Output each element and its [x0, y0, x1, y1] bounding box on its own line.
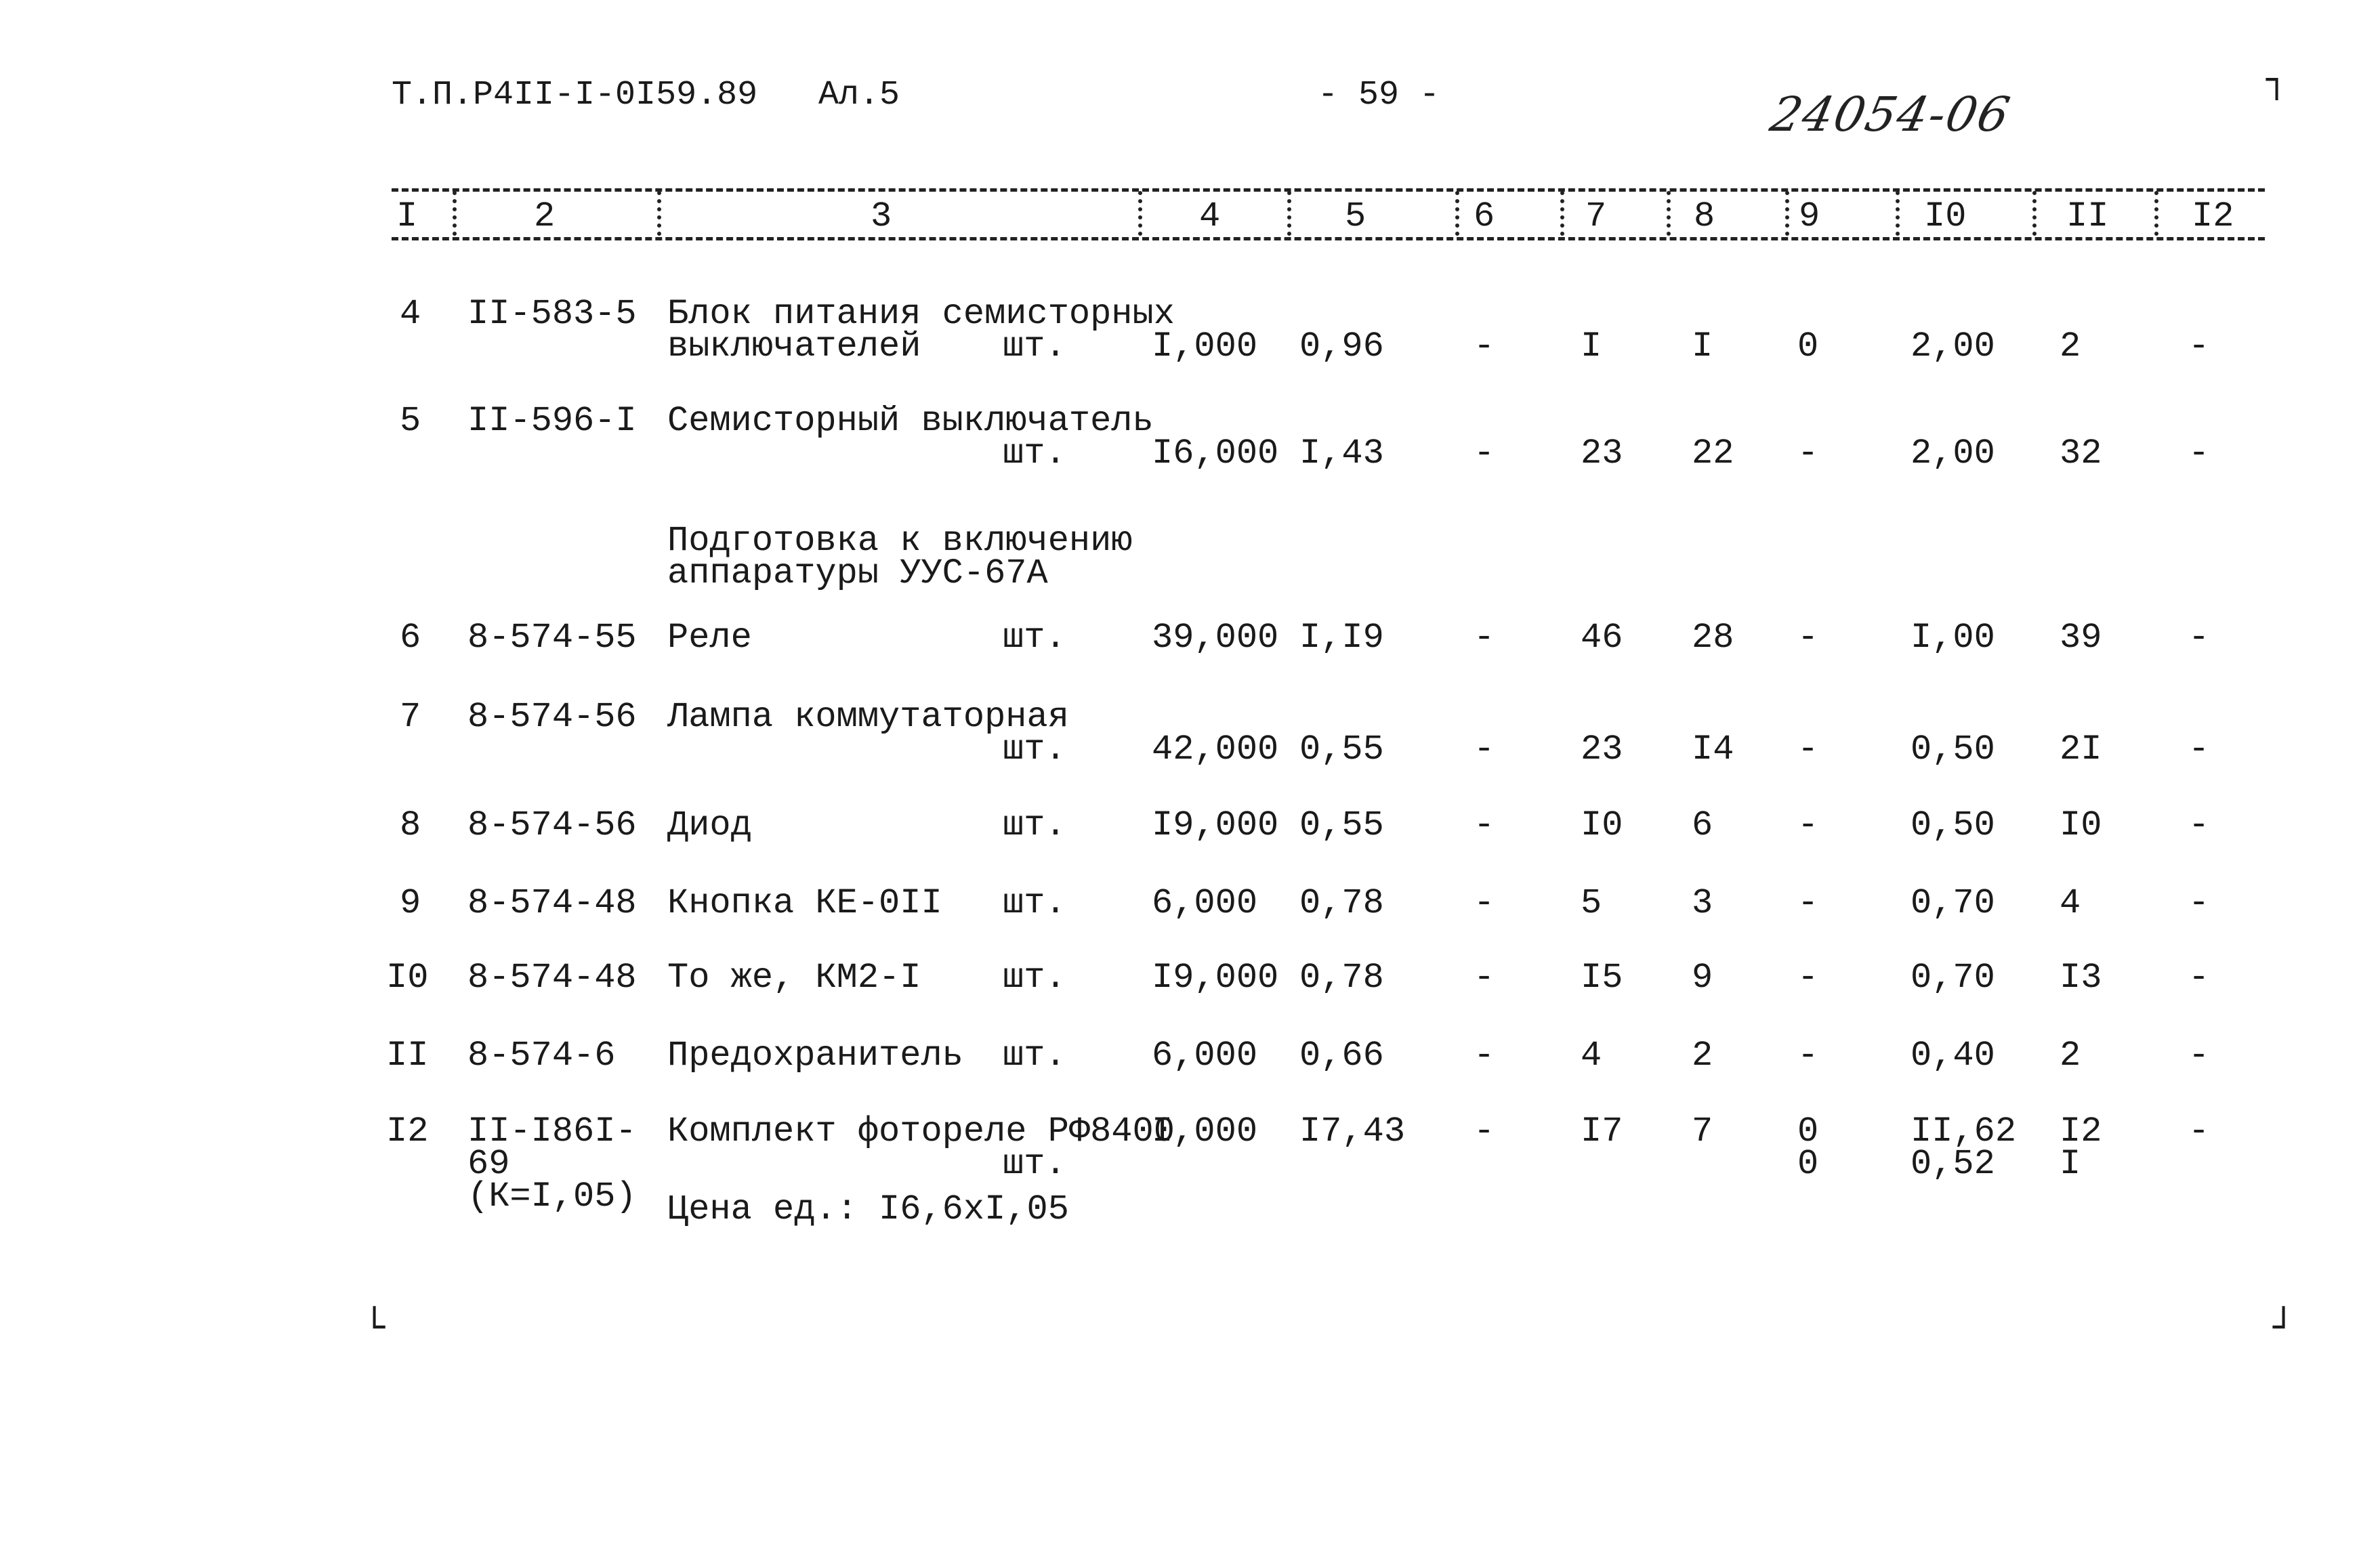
col-10-value: 0,70 — [1911, 958, 1995, 998]
section-title: Подготовка к включению аппаратуры УУС-67А — [667, 521, 1133, 593]
bottom-left-corner-mark: └ — [364, 1307, 385, 1348]
col-9-value: - — [1797, 1036, 1819, 1076]
col-12-value: - — [2188, 729, 2210, 769]
item-description: Предохранитель — [667, 1036, 963, 1076]
col-11-value: 2 — [2060, 326, 2081, 366]
position-code: 8-574-56 — [467, 697, 637, 737]
row-number: 5 — [400, 401, 421, 441]
col-8-value: 7 — [1692, 1112, 1713, 1151]
unit: шт. — [1003, 1144, 1066, 1184]
unit: шт. — [1003, 1036, 1066, 1076]
column-number-12: I2 — [2192, 196, 2234, 236]
row-number: 7 — [400, 697, 421, 737]
column-number-3: 3 — [871, 196, 892, 236]
col-12-value: - — [2188, 805, 2210, 845]
col-6-value: - — [1474, 883, 1495, 923]
column-number-7: 7 — [1585, 196, 1607, 236]
col-7-value: I5 — [1581, 958, 1623, 998]
position-code: 8-574-55 — [467, 618, 637, 658]
unit: шт. — [1003, 729, 1066, 769]
column-separator — [1785, 191, 1793, 236]
col-7-value: 4 — [1581, 1036, 1602, 1076]
column-separator — [2032, 191, 2041, 236]
sheet-label: Ал.5 — [818, 76, 900, 114]
col-7-value: I0 — [1581, 805, 1623, 845]
col-5-value: 0,66 — [1299, 1036, 1384, 1076]
col-12-value: - — [2188, 326, 2210, 366]
item-description: Реле — [667, 618, 752, 658]
col-8-value: 2 — [1692, 1036, 1713, 1076]
col-5-value: 0,78 — [1299, 883, 1384, 923]
col-6-value: - — [1474, 958, 1495, 998]
col-11-value: 4 — [2060, 883, 2081, 923]
bottom-right-corner-mark: ┘ — [2273, 1307, 2295, 1348]
col-12-value: - — [2188, 1036, 2210, 1076]
col-6-value: - — [1474, 805, 1495, 845]
col-6-value: - — [1474, 1112, 1495, 1151]
position-code: II-596-I — [467, 401, 637, 441]
col-10-value: I,00 — [1911, 618, 1995, 658]
position-code: 8-574-6 — [467, 1036, 616, 1076]
column-separator — [657, 191, 665, 236]
row-number: 8 — [400, 805, 421, 845]
column-separator — [2154, 191, 2163, 236]
row-number: 6 — [400, 618, 421, 658]
col-10-value: 0,50 — [1911, 805, 1995, 845]
col-11-value: 32 — [2060, 433, 2102, 473]
col-5-value: 0,96 — [1299, 326, 1384, 366]
quantity: 6,000 — [1152, 883, 1258, 923]
column-separator — [1455, 191, 1463, 236]
position-code: 8-574-56 — [467, 805, 637, 845]
col-9-value: 0 0 — [1797, 1112, 1819, 1184]
col-11-value: 2I — [2060, 729, 2102, 769]
col-10-value: 0,70 — [1911, 883, 1995, 923]
unit: шт. — [1003, 433, 1066, 473]
unit-price-note: Цена ед.: I6,6хI,05 — [667, 1189, 1069, 1229]
document-code: Т.П.Р4II-I-0I59.89 — [392, 76, 758, 114]
col-11-value: I3 — [2060, 958, 2102, 998]
row-number: I2 — [386, 1112, 429, 1151]
quantity: I9,000 — [1152, 805, 1279, 845]
col-7-value: I7 — [1581, 1112, 1623, 1151]
col-8-value: 28 — [1692, 618, 1734, 658]
item-description: Семисторный выключатель — [667, 401, 1154, 441]
position-code: 8-574-48 — [467, 958, 637, 998]
header-top-dashline — [392, 188, 2265, 192]
col-5-value: 0,55 — [1299, 729, 1384, 769]
item-description: Блок питания семисторных выключателей — [667, 294, 1175, 366]
unit: шт. — [1003, 958, 1066, 998]
col-11-value: I2 I — [2060, 1112, 2102, 1184]
col-8-value: 9 — [1692, 958, 1713, 998]
handwritten-registration-number: 24054-06 — [1766, 87, 2016, 142]
col-7-value: 46 — [1581, 618, 1623, 658]
position-code: 8-574-48 — [467, 883, 637, 923]
col-9-value: - — [1797, 618, 1819, 658]
column-separator — [1560, 191, 1568, 236]
column-separator — [1138, 191, 1146, 236]
quantity: I9,000 — [1152, 958, 1279, 998]
column-number-11: II — [2066, 196, 2109, 236]
col-7-value: 5 — [1581, 883, 1602, 923]
col-11-value: I0 — [2060, 805, 2102, 845]
item-description: Диод — [667, 805, 752, 845]
col-6-value: - — [1474, 618, 1495, 658]
quantity: 42,000 — [1152, 729, 1279, 769]
col-9-value: - — [1797, 433, 1819, 473]
quantity: I,000 — [1152, 1112, 1258, 1151]
col-5-value: I,I9 — [1299, 618, 1384, 658]
col-5-value: I,43 — [1299, 433, 1384, 473]
column-number-6: 6 — [1474, 196, 1495, 236]
col-7-value: 23 — [1581, 729, 1623, 769]
column-separator — [1287, 191, 1295, 236]
col-10-value: 2,00 — [1911, 326, 1995, 366]
column-number-10: I0 — [1924, 196, 1967, 236]
col-7-value: I — [1581, 326, 1602, 366]
col-8-value: I4 — [1692, 729, 1734, 769]
col-9-value: 0 — [1797, 326, 1819, 366]
col-12-value: - — [2188, 958, 2210, 998]
col-9-value: - — [1797, 958, 1819, 998]
col-9-value: - — [1797, 883, 1819, 923]
quantity: I6,000 — [1152, 433, 1279, 473]
col-12-value: - — [2188, 883, 2210, 923]
item-description: Кнопка КЕ-0II — [667, 883, 942, 923]
col-10-value: 0,40 — [1911, 1036, 1995, 1076]
col-5-value: 0,78 — [1299, 958, 1384, 998]
unit: шт. — [1003, 805, 1066, 845]
column-separator — [1896, 191, 1904, 236]
col-10-value: II,62 0,52 — [1911, 1112, 2017, 1184]
column-number-2: 2 — [534, 196, 556, 236]
col-6-value: - — [1474, 1036, 1495, 1076]
quantity: 6,000 — [1152, 1036, 1258, 1076]
column-number-1: I — [396, 196, 418, 236]
col-6-value: - — [1474, 326, 1495, 366]
unit: шт. — [1003, 883, 1066, 923]
col-6-value: - — [1474, 729, 1495, 769]
col-12-value: - — [2188, 1112, 2210, 1151]
column-number-4: 4 — [1199, 196, 1221, 236]
unit: шт. — [1003, 618, 1066, 658]
position-code: II-583-5 — [467, 294, 637, 334]
col-5-value: I7,43 — [1299, 1112, 1406, 1151]
position-code: II-I86I- 69 (К=I,05) — [467, 1112, 637, 1216]
top-right-corner-mark: ┐ — [2266, 60, 2288, 100]
item-description: То же, КМ2-I — [667, 958, 921, 998]
col-11-value: 2 — [2060, 1036, 2081, 1076]
col-11-value: 39 — [2060, 618, 2102, 658]
col-7-value: 23 — [1581, 433, 1623, 473]
column-number-5: 5 — [1345, 196, 1366, 236]
col-10-value: 2,00 — [1911, 433, 1995, 473]
col-12-value: - — [2188, 433, 2210, 473]
page-number: - 59 - — [1318, 76, 1440, 114]
row-number: 9 — [400, 883, 421, 923]
item-description: Лампа коммутаторная — [667, 697, 1069, 737]
col-9-value: - — [1797, 805, 1819, 845]
col-10-value: 0,50 — [1911, 729, 1995, 769]
col-8-value: 3 — [1692, 883, 1713, 923]
column-number-9: 9 — [1799, 196, 1820, 236]
column-separator — [453, 191, 461, 236]
col-6-value: - — [1474, 433, 1495, 473]
unit: шт. — [1003, 326, 1066, 366]
row-number: I0 — [386, 958, 429, 998]
col-12-value: - — [2188, 618, 2210, 658]
column-number-8: 8 — [1694, 196, 1715, 236]
header-bottom-dashline — [392, 237, 2265, 240]
quantity: I,000 — [1152, 326, 1258, 366]
col-8-value: 6 — [1692, 805, 1713, 845]
item-description: Комплект фотореле РФ8400 — [667, 1112, 1175, 1151]
col-8-value: I — [1692, 326, 1713, 366]
col-9-value: - — [1797, 729, 1819, 769]
column-separator — [1667, 191, 1675, 236]
row-number: II — [386, 1036, 429, 1076]
col-5-value: 0,55 — [1299, 805, 1384, 845]
col-8-value: 22 — [1692, 433, 1734, 473]
quantity: 39,000 — [1152, 618, 1279, 658]
row-number: 4 — [400, 294, 421, 334]
